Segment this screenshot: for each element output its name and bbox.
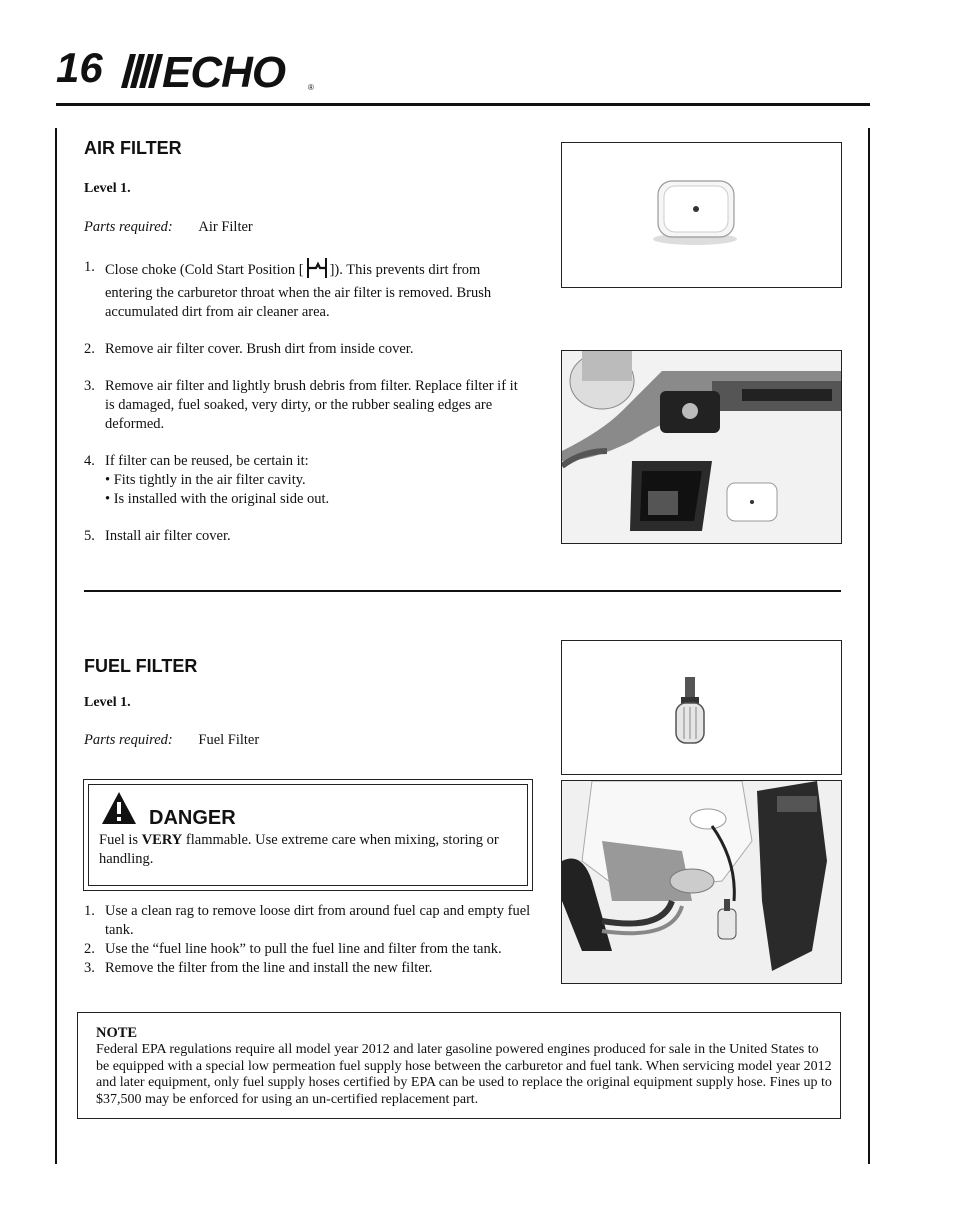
choke-cold-start-icon [304,258,330,284]
list-item: 1. Use a clean rag to remove loose dirt from around fuel cap and empty fuel tank. [84,903,531,938]
page-number: 16 [56,44,103,91]
fuel-filter-heading: FUEL FILTER [84,656,198,676]
note-title: NOTE [96,1025,138,1041]
header-rule [56,103,870,106]
bullet-item: • Is installed with the original side out. [105,491,330,507]
left-margin-rule [55,128,57,1164]
right-margin-rule [868,128,870,1164]
fuel-filter-level: Level 1. [84,695,131,710]
air-filter-heading: AIR FILTER [84,138,182,158]
air-filter-photo [561,142,842,288]
svg-text:ECHO: ECHO [162,48,286,92]
section-divider [84,590,841,592]
list-item: 2. Use the “fuel line hook” to pull the fuel line and filter from the tank. [84,941,502,957]
fuel-tank-photo [561,780,842,984]
danger-text: Fuel is VERY flammable. Use extreme care when mixing, storing or handling. [99,832,499,867]
list-item: 1. Close choke (Cold Start Position [ ]). This prevents dirt from entering the carburetor throat when the air filter is removed. Brush accumulated dirt from air cleaner area. [84,259,492,320]
air-filter-level: Level 1. [84,181,131,196]
list-item: 2. Remove air filter cover. Brush dirt from inside cover. [84,341,414,357]
parts-required-label: Parts required: [84,219,173,235]
registered-mark: ® [308,83,314,92]
fuel-filter-parts [84,731,259,750]
note-box [77,1012,841,1119]
list-item: 3. Remove the filter from the line and install the new filter. [84,960,433,976]
note-text: Federal EPA regulations require all model year 2012 and later gasoline powered engines produced for sale in the United States to be equipped with a special low permeation fuel supply hose between the carburetor and fuel tank. When servicing model year 2012 and later equipment, only fuel supply hoses certified by EPA can be used to replace the original equipment supply hose. Fines up to $37,500 may be enforced for using an un-certified replacement part. [96,1042,832,1107]
list-item: 3. Remove air filter and lightly brush debris from filter. Replace filter if it is damaged, fuel soaked, very dirty, or the rubber sealing edges are deformed. [84,378,518,432]
parts-required-label: Parts required: [84,732,173,748]
danger-title: DANGER [149,807,236,829]
fuel-filter-photo [561,640,842,775]
air-filter-removal-photo [561,350,842,544]
air-filter-steps [84,258,529,546]
fuel-filter-steps [84,902,534,978]
echo-logo [118,46,318,92]
danger-box [83,779,533,891]
air-filter-parts [84,218,253,237]
list-item: 4. If filter can be reused, be certain it: • Fits tightly in the air filter cavity. • Is installed with the original side out. [84,453,330,507]
parts-required-value: Fuel Filter [198,732,260,748]
bullet-item: • Fits tightly in the air filter cavity. [105,472,306,488]
list-item: 5. Install air filter cover. [84,528,231,544]
warning-triangle-icon [101,791,137,830]
parts-required-value: Air Filter [198,219,253,235]
